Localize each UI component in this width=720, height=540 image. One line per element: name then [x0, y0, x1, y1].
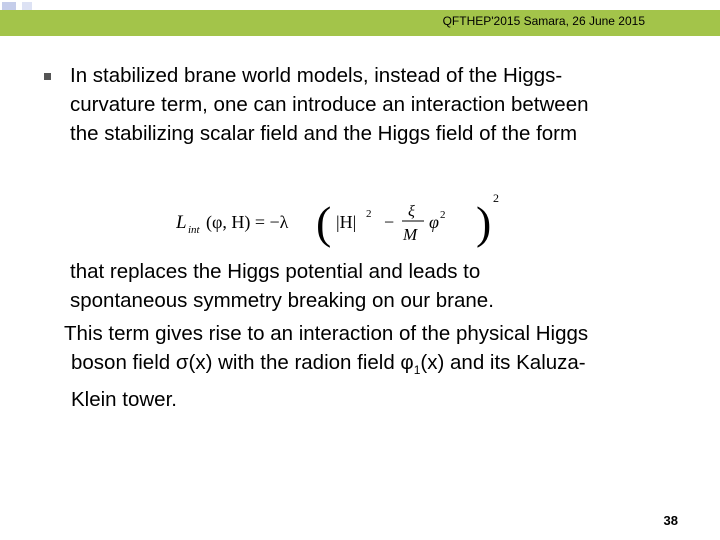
eq-frac-num: ξ — [408, 203, 415, 220]
header-text: QFTHEP'2015 Samara, 26 June 2015 — [442, 14, 645, 28]
bullet-paragraph — [70, 61, 690, 148]
text-line: This term gives rise to an interaction of the physical Higgs — [64, 322, 589, 345]
eq-close-paren: ) — [476, 197, 492, 248]
eq-frac-den: M — [403, 225, 418, 244]
eq-open-paren: ( — [316, 197, 332, 248]
text-line: the stabilizing scalar field and the Higgs field of the form — [70, 122, 578, 145]
paragraph-3 — [64, 319, 704, 414]
text-line: that replaces the Higgs potential and leads to — [70, 260, 481, 283]
bullet-marker — [44, 73, 51, 80]
text-line: curvature term, one can introduce an interaction between — [70, 93, 589, 116]
equation — [176, 190, 516, 248]
text-line: Klein tower. — [71, 388, 177, 412]
text-span: (x) and its Kaluza- — [420, 351, 586, 374]
eq-h-term: |H| — [336, 212, 357, 232]
eq-minus: − — [384, 212, 395, 232]
eq-args: (φ, H) = −λ — [206, 212, 289, 232]
text-line: In stabilized brane world models, instead of the Higgs- — [70, 64, 563, 87]
eq-h-exp: 2 — [366, 208, 372, 220]
page-number: 38 — [663, 513, 678, 528]
eq-lhs-sub: int — [188, 224, 200, 236]
subscript: 1 — [413, 363, 421, 378]
text-line: spontaneous symmetry breaking on our brane. — [70, 289, 494, 312]
text-span: boson field σ(x) with the radion field φ — [71, 351, 414, 374]
text-line — [64, 348, 704, 385]
paragraph-2 — [70, 257, 690, 315]
eq-lhs: L — [176, 212, 187, 233]
eq-phi-exp: 2 — [440, 209, 446, 221]
eq-phi: φ — [429, 212, 439, 232]
eq-outer-exp: 2 — [493, 191, 499, 205]
